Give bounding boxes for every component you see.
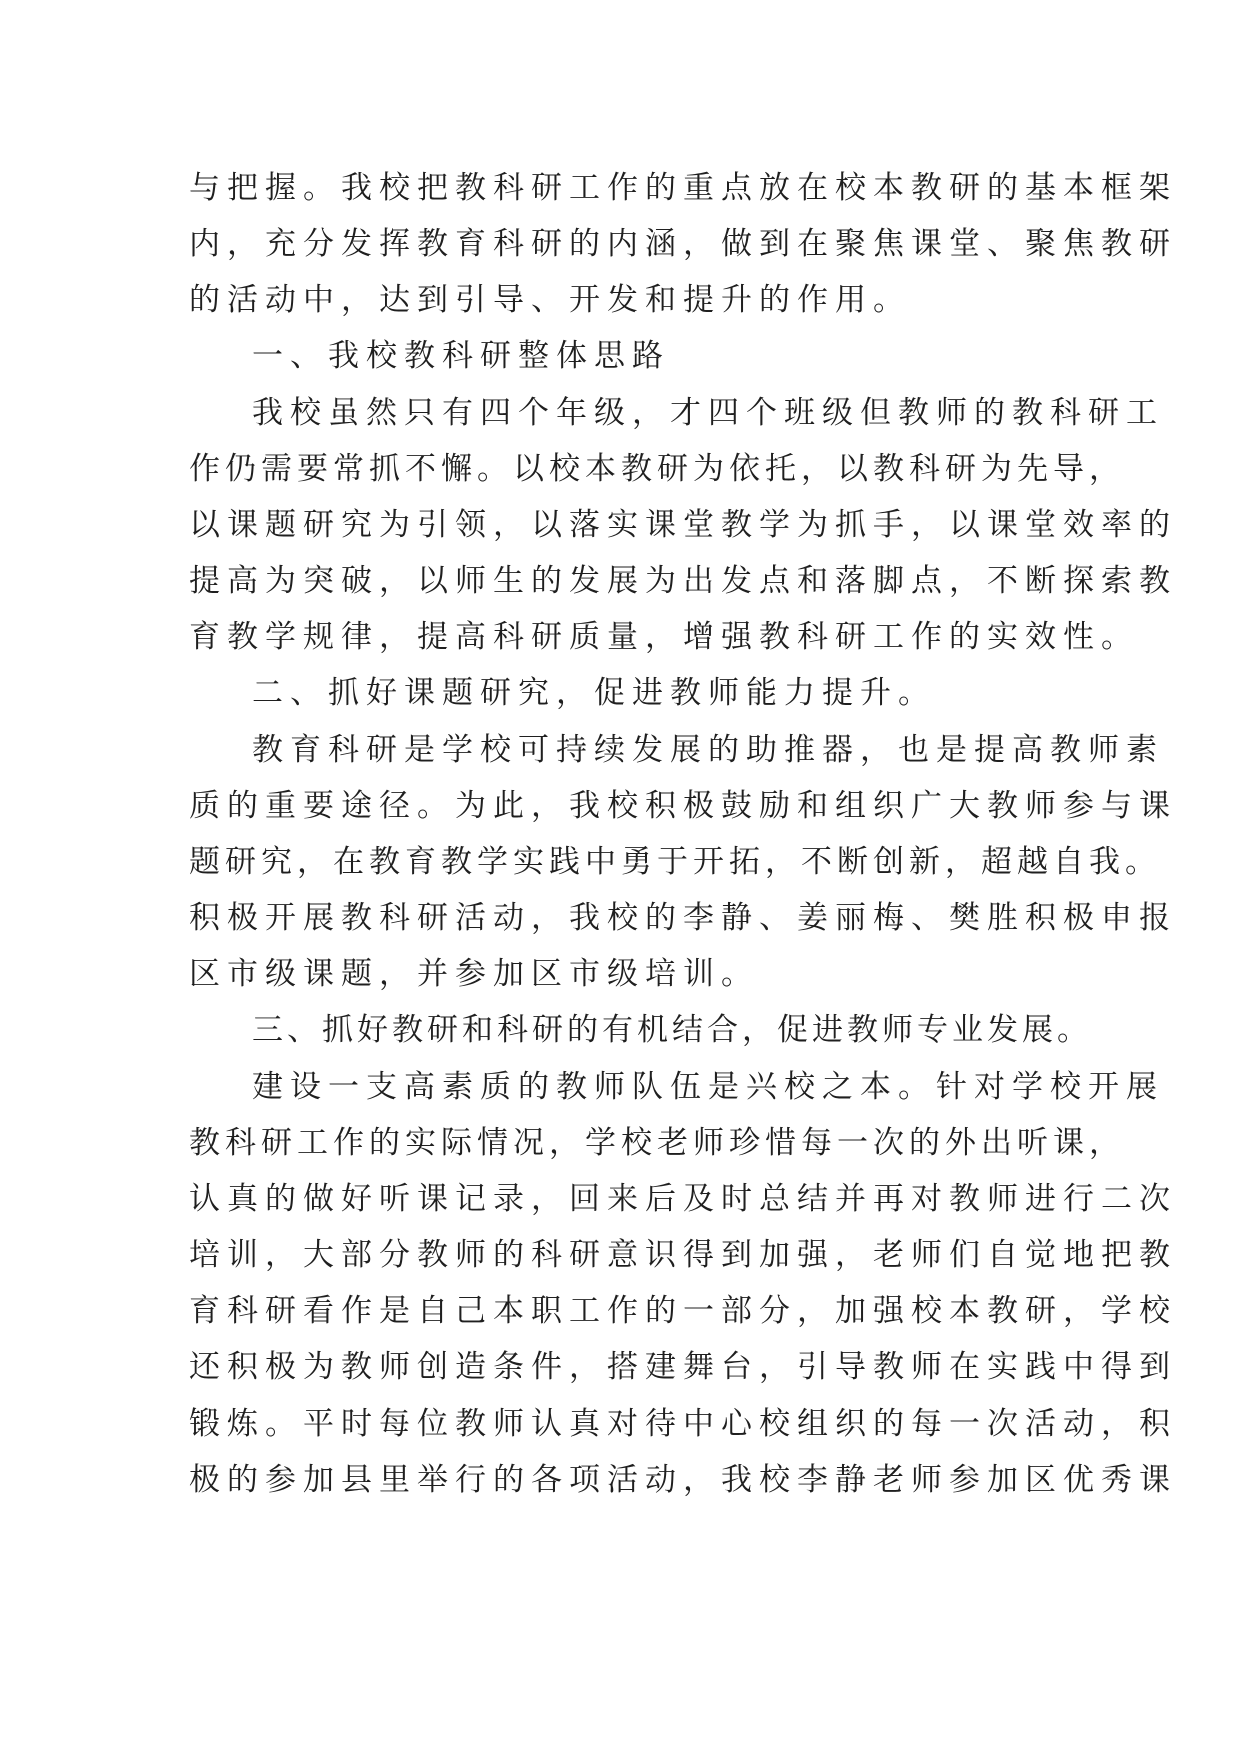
text-line: 内，充分发挥教育科研的内涵，做到在聚焦课堂、聚焦教研 — [189, 226, 1177, 262]
text-line: 育教学规律，提高科研质量，增强教科研工作的实效性。 — [189, 619, 1139, 655]
text-line: 教科研工作的实际情况，学校老师珍惜每一次的外出听课， — [189, 1125, 1125, 1161]
text-line: 培训，大部分教师的科研意识得到加强，老师们自觉地把教 — [189, 1237, 1177, 1273]
text-line: 以课题研究为引领，以落实课堂教学为抓手，以课堂效率的 — [189, 507, 1177, 543]
text-line: 还积极为教师创造条件，搭建舞台，引导教师在实践中得到 — [189, 1349, 1177, 1385]
text-line: 积极开展教科研活动，我校的李静、姜丽梅、樊胜积极申报 — [189, 900, 1177, 936]
text-line: 的活动中，达到引导、开发和提升的作用。 — [189, 282, 911, 318]
text-line: 认真的做好听课记录，回来后及时总结并再对教师进行二次 — [189, 1181, 1177, 1217]
text-line: 题研究，在教育教学实践中勇于开拓，不断创新，超越自我。 — [189, 844, 1161, 880]
text-line: 区市级课题，并参加区市级培训。 — [189, 956, 759, 992]
text-line: 质的重要途径。为此，我校积极鼓励和组织广大教师参与课 — [189, 788, 1177, 824]
text-line: 与把握。我校把教科研工作的重点放在校本教研的基本框架 — [189, 170, 1177, 206]
text-line: 极的参加县里举行的各项活动，我校李静老师参加区优秀课 — [189, 1462, 1177, 1498]
section-heading: 二、抓好课题研究，促进教师能力提升。 — [252, 675, 936, 711]
text-line: 提高为突破，以师生的发展为出发点和落脚点，不断探索教 — [189, 563, 1177, 599]
text-line: 育科研看作是自己本职工作的一部分，加强校本教研，学校 — [189, 1293, 1177, 1329]
text-line: 作仍需要常抓不懈。以校本教研为依托，以教科研为先导， — [189, 451, 1125, 487]
text-line: 我校虽然只有四个年级，才四个班级但教师的教科研工 — [252, 395, 1164, 431]
text-line: 建设一支高素质的教师队伍是兴校之本。针对学校开展 — [252, 1069, 1164, 1105]
text-line: 教育科研是学校可持续发展的助推器，也是提高教师素 — [252, 732, 1164, 768]
text-line: 锻炼。平时每位教师认真对待中心校组织的每一次活动，积 — [189, 1406, 1177, 1442]
section-heading: 一、我校教科研整体思路 — [252, 338, 670, 374]
section-heading: 三、抓好教研和科研的有机结合，促进教师专业发展。 — [252, 1012, 1092, 1048]
